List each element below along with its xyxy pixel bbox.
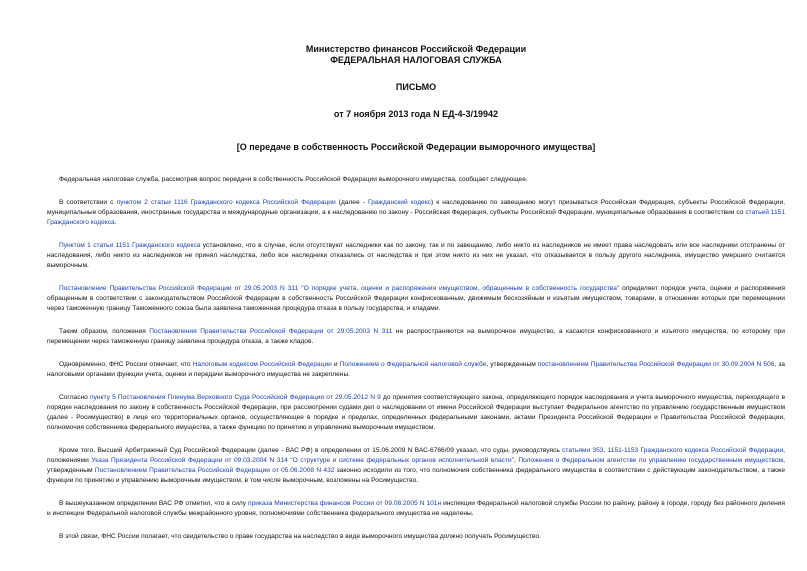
paragraph-9: [47, 499, 785, 519]
link-civil-code-1151-p1[interactable]: Пунктом 1 статьи 1151 Гражданского кодекса: [59, 242, 201, 249]
text: В вышеуказанном определении ВАС РФ отметил, что в силу: [59, 500, 249, 507]
link-fns-regulation[interactable]: Положением о Федеральной налоговой службе: [339, 361, 487, 368]
paragraph-5: [47, 327, 785, 347]
link-decree-314[interactable]: Указа Президента Российской Федерации от 09.03.2004 N 314 "О структуре и системе федеральных органов исполнительной власти": [91, 457, 515, 464]
paragraph-10: В этой связи, ФНС России полагает, что свидетельство о праве государства на наследство в виде выморочного имущества должно получать Росимущество.: [59, 533, 541, 540]
document-subject: [О передаче в собственность Российской Федерации выморочного имущества]: [236, 142, 596, 152]
paragraph-2: [47, 198, 785, 228]
text: .: [114, 219, 117, 226]
link-rosimushchestvo-regulation[interactable]: Положения о Федеральном агентстве по управлению государственным имуществом: [518, 457, 784, 464]
paragraph-8: [47, 446, 785, 486]
document-date: от 7 ноября 2013 года N ЕД-4-3/19942: [333, 109, 499, 119]
paragraph-4: [47, 284, 785, 314]
paragraph-7: [47, 393, 785, 433]
text: ) к наследованию по завещанию могут призываться Российская Федерация, субъекты Российской Федерации, муниципальные образования, иностранные государства и международные организации, а к наследованию по закону - Российская Федерация, субъекты Российской Федерации, муниципальные образования в соответствии со: [47, 199, 786, 216]
link-resolution-311[interactable]: Постановление Правительства Российской Федерации от 29.05.2003 N 311 "О порядке учета, оценки и распоряжения имуществом, обращенным в собственность государства": [59, 285, 620, 292]
text: законно исходили из того, что полномочия собственника федерального имущества в соответствии с действующим законодательством, а также функции по принятию и управлению выморочным имуществом, в том числе выморочным, возложены на Росимущество.: [47, 467, 785, 484]
text: не распространяются на выморочное имущество, а касаются конфискованного и изъятого имущества, по которому при перемещении через таможенную границу заявлена процедура отказа, а также кладов.: [47, 328, 785, 345]
text: до принятия соответствующего закона, определяющего порядок наследования и учета выморочного имущества, переходящего в порядке наследования по закону в собственность Российской Федерации, при рассмотрении судами дел о наследовании от имени Российской Федерации выступает Федеральное агентство по управлению государственным имуществом (далее - Росимущество) в лице его территориальных органов, осуществляющее в порядке и пределах, определенных федеральными законами, актами Президента Российской Федерации и Правительства Российской Федерации, полномочия собственника федерального имущества, а также функцию по принятию и управлению выморочным имуществом.: [47, 394, 785, 431]
text: , утвержденным: [47, 457, 785, 474]
link-civil-code-1116[interactable]: пунктом 2 статьи 1116 Гражданского кодекса Российской Федерации: [116, 199, 336, 206]
text: инспекции Федеральной налоговой службы России по району, району в городе, городу без районного деления и инспекции Федеральной налоговой службы межрайонного уровня, полномочиями собственника федерального имущества не наделены.: [47, 500, 785, 517]
document-body: [47, 175, 785, 542]
text: определяет порядок учета, оценки и распоряжения обращенным в соответствии с законодательством Российской Федерации в собственность Российской Федерации конфискованным, движимым бесхозяйным и изъятым имуществом, товарами, в отношении которых при перемещении через таможенную границу Таможенного союза была заявлена таможенная процедура отказа в пользу государства, и кладами.: [47, 285, 785, 312]
text: ,: [514, 457, 519, 464]
ministry-name: Министерство финансов Российской Федерации: [305, 44, 527, 54]
text: , утвержденным: [486, 361, 538, 368]
paragraph-1: Федеральная налоговая служба, рассмотрев вопрос передачи в собственность Российской Федерации выморочного имущества, сообщает следующее.: [59, 176, 528, 183]
text: Кроме того, Высший Арбитражный Суд Российской Федерации (далее - ВАС РФ) в определении от 15.06.2009 N ВАС-6766/09 указал, что суды, руководствуясь: [59, 447, 563, 454]
text: , за налоговыми органами функции учета, оценки и передачи выморочного имущества не закреплены.: [47, 361, 785, 378]
document-type: ПИСЬМО: [395, 82, 437, 92]
link-civil-code-353[interactable]: статьями 353, 1151-1153 Гражданского кодекса Российской Федерации: [562, 447, 784, 454]
link-resolution-432[interactable]: Постановлением Правительства Российской Федерации от 05.06.2008 N 432: [94, 467, 335, 474]
link-minfin-order-101n[interactable]: приказа Министерства финансов России от 09.08.2005 N 101н: [248, 500, 442, 507]
text: установлено, что в случае, если отсутствуют наследники как по закону, так и по завещанию, либо никто из наследников не имеет права наследовать или все наследники отстранены от наследования, либо никто из наследников не принял наследства, либо все наследники отказались от наследства и при этом никто из них не указал, что отказывается в пользу другого наследника, имущество умершего считается выморочным.: [47, 242, 785, 269]
paragraph-6: [47, 360, 785, 380]
link-resolution-506[interactable]: постановлением Правительства Российской Федерации от 30.09.2004 N 506: [537, 361, 775, 368]
link-civil-code[interactable]: Гражданский кодекс: [368, 199, 431, 206]
service-name: ФЕДЕРАЛЬНАЯ НАЛОГОВАЯ СЛУЖБА: [330, 55, 502, 65]
text: В соответствии с: [59, 199, 117, 206]
text: Одновременно, ФНС России отмечает, что: [59, 361, 193, 368]
text: (далее -: [335, 199, 368, 206]
link-resolution-311-b[interactable]: Постановления Правительства Российской Федерации от 29.05.2003 N 311: [149, 328, 393, 335]
document-header: [47, 44, 785, 153]
link-civil-code-1151[interactable]: статьей 1151 Гражданского кодекса: [47, 209, 785, 226]
text: Таким образом, положения: [59, 328, 150, 335]
link-plenum-resolution-9[interactable]: пункту 5 Постановления Пленума Верховного Суда Российской Федерации от 29.05.2012 N 9: [90, 394, 381, 401]
text: и: [331, 361, 340, 368]
text: Согласно: [59, 394, 91, 401]
link-tax-code[interactable]: Налоговым кодексом Российской Федерации: [192, 361, 332, 368]
text: , положениями: [47, 447, 785, 464]
paragraph-3: [47, 241, 785, 271]
